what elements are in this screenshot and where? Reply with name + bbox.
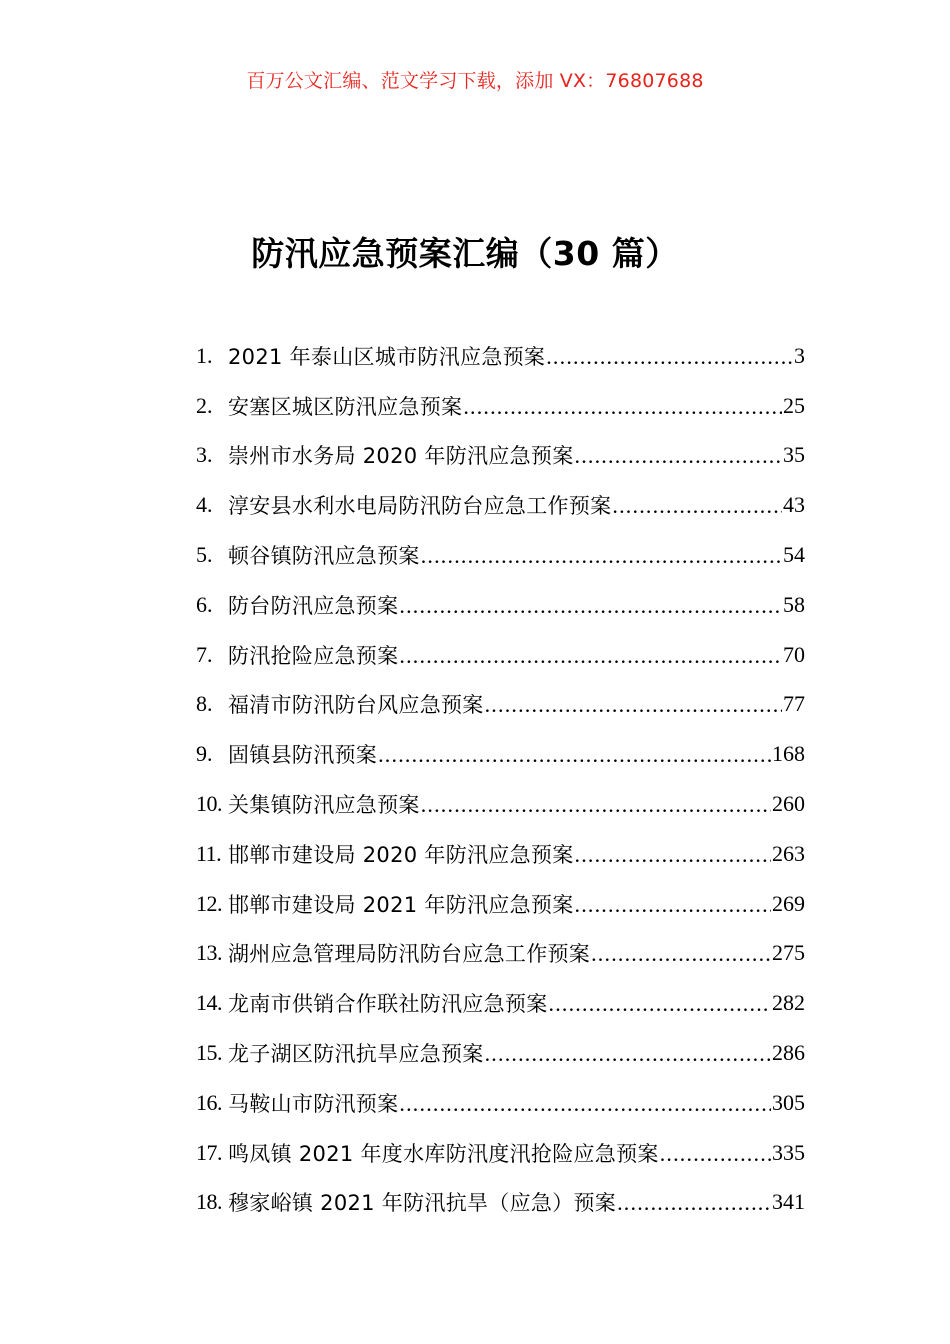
- toc-entry-page: 43: [783, 492, 805, 518]
- toc-dot-leader: [399, 643, 782, 667]
- toc-entry-number: 8.: [196, 691, 213, 717]
- toc-entry-page: 58: [783, 591, 805, 617]
- toc-entry-title: 穆家峪镇 2021 年防汛抗旱（应急）预案: [228, 1191, 617, 1216]
- toc-entry-number: 9.: [196, 741, 213, 767]
- toc-entry-page: 282: [772, 990, 805, 1016]
- toc-entry-title: 淳安县水利水电局防汛防台应急工作预案: [228, 494, 612, 519]
- toc-entry-title: 崇州市水务局 2020 年防汛应急预案: [228, 444, 574, 469]
- toc-entry-title: 防台防汛应急预案: [228, 593, 399, 618]
- toc-entry-1[interactable]: [196, 331, 805, 381]
- toc-entry-8[interactable]: [196, 680, 805, 730]
- toc-entry-title: 马鞍山市防汛预案: [228, 1091, 399, 1116]
- toc-entry-number: 5.: [196, 542, 213, 568]
- toc-entry-number: 12.: [196, 890, 222, 916]
- toc-entry-title: 龙子湖区防汛抗旱应急预案: [228, 1042, 484, 1067]
- toc-entry-title: 邯郸市建设局 2021 年防汛应急预案: [228, 892, 574, 917]
- toc-entry-4[interactable]: [196, 480, 805, 530]
- toc-entry-page: 341: [772, 1189, 805, 1215]
- toc-entry-18[interactable]: [196, 1178, 805, 1228]
- toc-dot-leader: [485, 692, 782, 716]
- toc-entry-10[interactable]: [196, 779, 805, 829]
- toc-entry-number: 10.: [196, 791, 222, 817]
- toc-dot-leader: [421, 792, 771, 816]
- toc-entry-title: 关集镇防汛应急预案: [228, 793, 420, 818]
- toc-entry-page: 286: [772, 1040, 805, 1066]
- toc-dot-leader: [463, 394, 782, 418]
- toc-entry-title: 福清市防汛防台风应急预案: [228, 693, 484, 718]
- toc-entry-page: 269: [772, 890, 805, 916]
- toc-entry-title: 安塞区城区防汛应急预案: [228, 394, 463, 419]
- toc-entry-number: 4.: [196, 492, 213, 518]
- toc-entry-title: 2021 年泰山区城市防汛应急预案: [228, 344, 546, 369]
- toc-entry-number: 3.: [196, 442, 213, 468]
- table-of-contents: [196, 331, 805, 1227]
- toc-entry-number: 14.: [196, 990, 222, 1016]
- toc-dot-leader: [617, 1190, 771, 1214]
- toc-dot-leader: [399, 1091, 771, 1115]
- toc-entry-title: 顿谷镇防汛应急预案: [228, 544, 420, 569]
- toc-entry-page: 25: [783, 392, 805, 418]
- toc-entry-13[interactable]: [196, 929, 805, 979]
- toc-entry-15[interactable]: [196, 1028, 805, 1078]
- toc-entry-page: 3: [794, 342, 805, 368]
- toc-dot-leader: [575, 892, 772, 916]
- toc-entry-page: 305: [772, 1089, 805, 1115]
- toc-entry-number: 6.: [196, 591, 213, 617]
- toc-entry-9[interactable]: [196, 729, 805, 779]
- toc-entry-page: 263: [772, 840, 805, 866]
- toc-entry-17[interactable]: [196, 1128, 805, 1178]
- toc-entry-6[interactable]: [196, 580, 805, 630]
- toc-entry-5[interactable]: [196, 530, 805, 580]
- toc-entry-title: 固镇县防汛预案: [228, 743, 378, 768]
- toc-entry-page: 335: [772, 1139, 805, 1165]
- toc-entry-number: 16.: [196, 1089, 222, 1115]
- header-note: 百万公文汇编、范文学习下载，添加 VX：76807688: [246, 70, 704, 92]
- toc-entry-page: 260: [772, 791, 805, 817]
- toc-entry-number: 1.: [196, 342, 213, 368]
- toc-dot-leader: [591, 941, 771, 965]
- toc-dot-leader: [378, 742, 771, 766]
- toc-entry-page: 275: [772, 940, 805, 966]
- toc-entry-title: 湖州应急管理局防汛防台应急工作预案: [228, 942, 591, 967]
- toc-entry-number: 2.: [196, 392, 213, 418]
- toc-dot-leader: [549, 991, 772, 1015]
- toc-dot-leader: [399, 593, 782, 617]
- toc-entry-7[interactable]: [196, 630, 805, 680]
- toc-entry-number: 11.: [196, 840, 222, 866]
- toc-entry-number: 13.: [196, 940, 222, 966]
- toc-entry-3[interactable]: [196, 431, 805, 481]
- toc-entry-title: 防汛抢险应急预案: [228, 643, 399, 668]
- toc-dot-leader: [546, 344, 793, 368]
- toc-dot-leader: [575, 842, 772, 866]
- toc-dot-leader: [485, 1041, 771, 1065]
- toc-entry-page: 70: [783, 641, 805, 667]
- toc-entry-page: 77: [783, 691, 805, 717]
- toc-entry-14[interactable]: [196, 978, 805, 1028]
- toc-entry-page: 35: [783, 442, 805, 468]
- toc-entry-title: 龙南市供销合作联社防汛应急预案: [228, 992, 548, 1017]
- toc-entry-number: 15.: [196, 1040, 222, 1066]
- toc-entry-number: 18.: [196, 1189, 222, 1215]
- toc-dot-leader: [575, 443, 783, 467]
- toc-entry-title: 邯郸市建设局 2020 年防汛应急预案: [228, 842, 574, 867]
- toc-entry-11[interactable]: [196, 829, 805, 879]
- toc-entry-page: 168: [772, 741, 805, 767]
- toc-entry-page: 54: [783, 542, 805, 568]
- toc-dot-leader: [660, 1141, 771, 1165]
- toc-dot-leader: [612, 493, 782, 517]
- toc-entry-2[interactable]: [196, 381, 805, 431]
- toc-entry-number: 17.: [196, 1139, 222, 1165]
- page-title: 防汛应急预案汇编（30 篇）: [251, 234, 679, 273]
- toc-entry-title: 鸣凤镇 2021 年度水库防汛度汛抢险应急预案: [228, 1141, 659, 1166]
- toc-entry-12[interactable]: [196, 879, 805, 929]
- toc-dot-leader: [421, 543, 782, 567]
- toc-entry-number: 7.: [196, 641, 213, 667]
- toc-entry-16[interactable]: [196, 1078, 805, 1128]
